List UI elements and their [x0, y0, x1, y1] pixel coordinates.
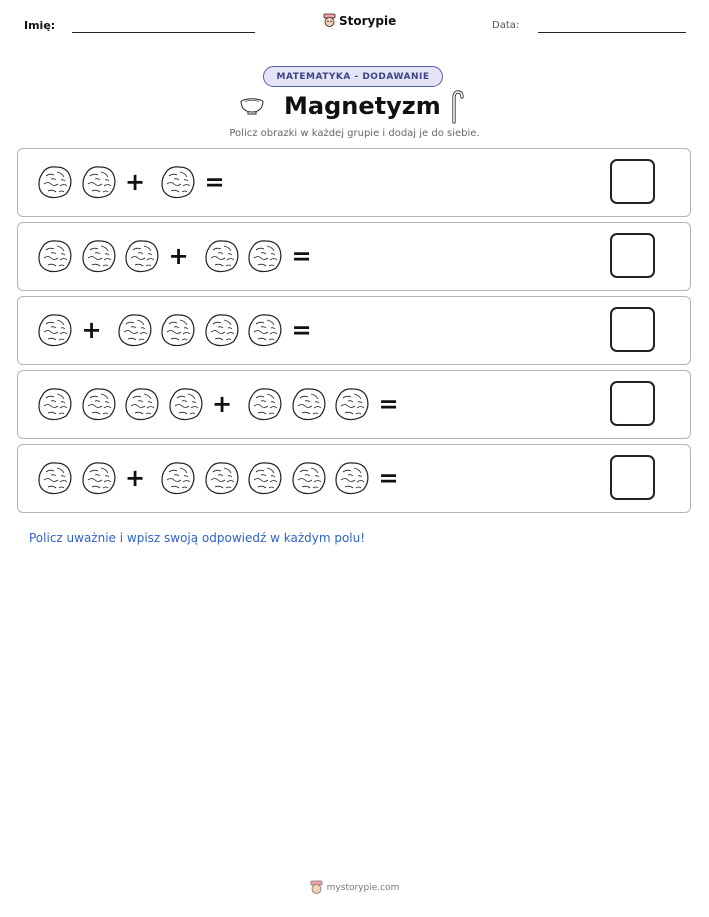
rock-icon — [333, 386, 371, 426]
equals-sign: = — [291, 242, 312, 270]
rock-icon — [123, 238, 161, 278]
rock-icon — [246, 312, 284, 352]
plus-sign: + — [212, 390, 233, 418]
subject-badge: MATEMATYKA - DODAWANIE — [263, 66, 443, 87]
equals-sign: = — [378, 390, 399, 418]
name-input-line[interactable] — [72, 32, 255, 33]
answer-box[interactable] — [610, 455, 655, 500]
answer-box[interactable] — [610, 159, 655, 204]
plus-sign: + — [81, 316, 102, 344]
equals-sign: = — [204, 168, 225, 196]
storypie-mascot-icon — [310, 880, 323, 895]
instructions: Policz obrazki w każdej grupie i dodaj je do siebie. — [229, 128, 480, 139]
plus-sign: + — [125, 168, 146, 196]
rock-icon — [36, 312, 74, 352]
storypie-mascot-icon — [323, 13, 336, 28]
rock-icon — [116, 312, 154, 352]
date-input-line[interactable] — [538, 32, 686, 33]
rock-icon — [159, 312, 197, 352]
answer-box[interactable] — [610, 233, 655, 278]
rock-icon — [246, 460, 284, 500]
brand-logo — [323, 13, 396, 28]
name-label: Imię: — [24, 19, 56, 32]
rock-icon — [123, 386, 161, 426]
bowl-icon — [239, 97, 265, 115]
problem-row — [17, 444, 691, 513]
problem-row — [17, 296, 691, 365]
rock-icon — [290, 386, 328, 426]
problem-row — [17, 222, 691, 291]
plus-sign: + — [168, 242, 189, 270]
rock-icon — [36, 164, 74, 204]
equals-sign: = — [378, 464, 399, 492]
answer-box[interactable] — [610, 307, 655, 352]
rock-icon — [80, 386, 118, 426]
rock-icon — [159, 460, 197, 500]
rock-icon — [80, 460, 118, 500]
worksheet-header — [0, 0, 709, 50]
answer-box[interactable] — [610, 381, 655, 426]
rock-icon — [203, 238, 241, 278]
page-title: Magnetyzm — [284, 92, 441, 120]
rock-icon — [203, 312, 241, 352]
rock-icon — [80, 238, 118, 278]
date-label: Data: — [492, 20, 520, 31]
problem-row — [17, 148, 691, 217]
footer — [0, 880, 709, 895]
equals-sign: = — [291, 316, 312, 344]
rock-icon — [333, 460, 371, 500]
rock-icon — [246, 238, 284, 278]
rock-icon — [246, 386, 284, 426]
rock-icon — [36, 238, 74, 278]
brand-name: Storypie — [339, 13, 397, 28]
rock-icon — [36, 386, 74, 426]
rock-icon — [80, 164, 118, 204]
rock-icon — [167, 386, 205, 426]
rock-icon — [36, 460, 74, 500]
rock-icon — [203, 460, 241, 500]
rock-icon — [159, 164, 197, 204]
problem-row — [17, 370, 691, 439]
footer-url: mystorypie.com — [326, 882, 400, 893]
hint-text: Policz uważnie i wpisz swoją odpowiedź w każdym polu! — [29, 531, 366, 545]
plus-sign: + — [125, 464, 146, 492]
magnet-icon — [450, 90, 466, 124]
rock-icon — [290, 460, 328, 500]
